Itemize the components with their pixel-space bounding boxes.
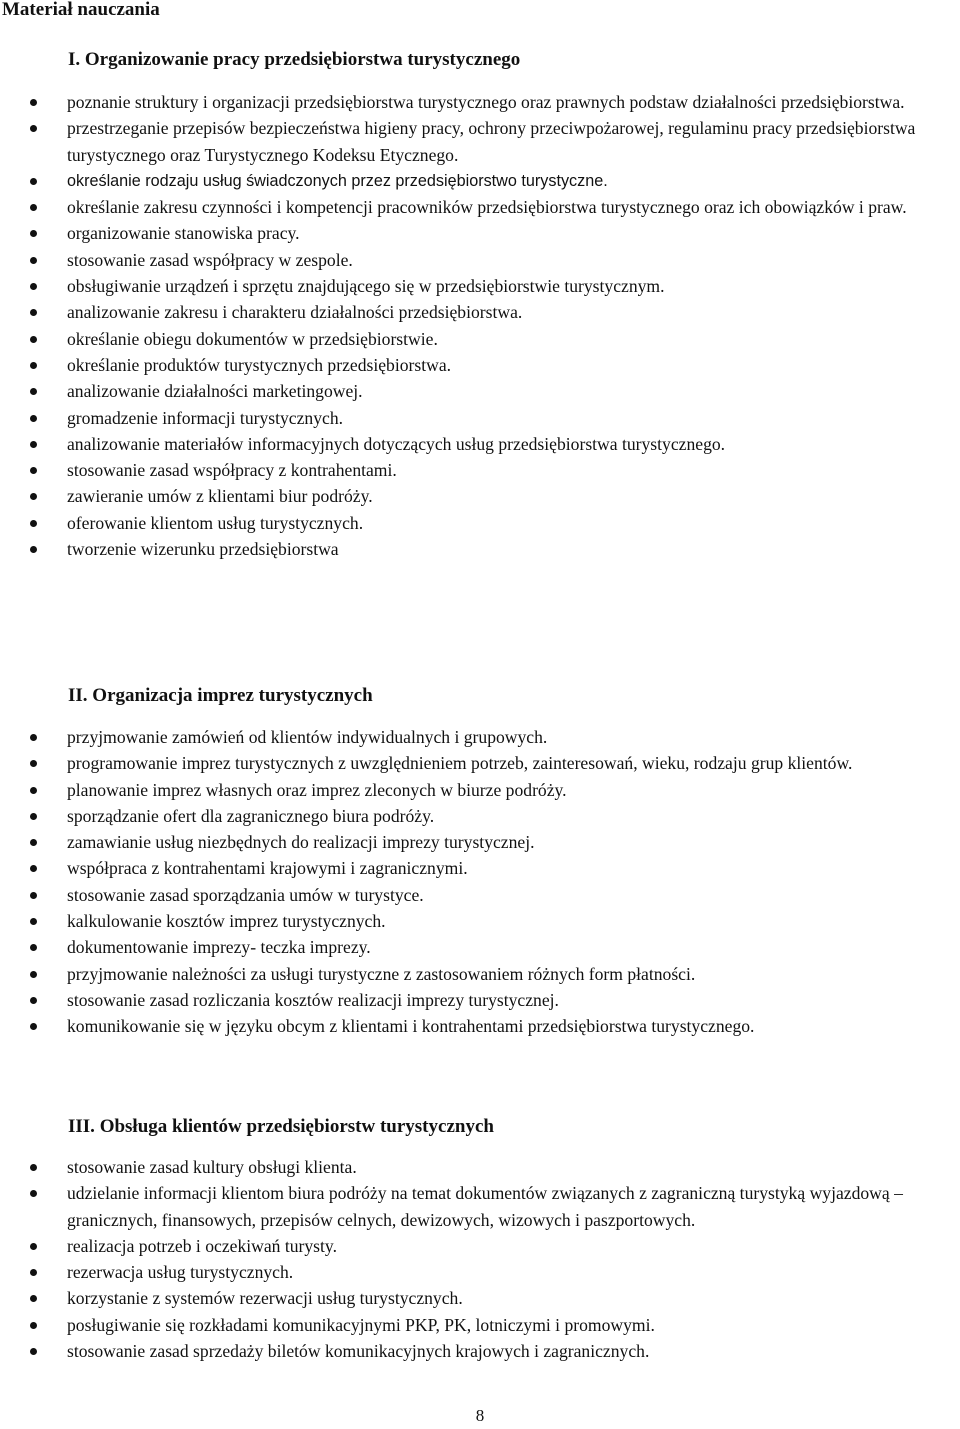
section-1: [0, 48, 960, 562]
section-1-list: [0, 89, 960, 562]
list-item: realizacja potrzeb i oczekiwań turysty.: [0, 1233, 960, 1259]
list-item: zamawianie usług niezbędnych do realizacji imprezy turystycznej.: [0, 829, 960, 855]
list-item: oferowanie klientom usług turystycznych.: [0, 510, 960, 536]
page-number: 8: [475, 1406, 485, 1425]
section-2-title: Organizacja imprez turystycznych: [92, 685, 373, 706]
list-item: posługiwanie się rozkładami komunikacyjnymi PKP, PK, lotniczymi i promowymi.: [0, 1312, 960, 1338]
list-item: rezerwacja usług turystycznych.: [0, 1259, 960, 1285]
list-item: współpraca z kontrahentami krajowymi i zagranicznymi.: [0, 855, 960, 881]
document-title: Materiał nauczania: [2, 0, 160, 20]
list-item: przyjmowanie należności za usługi turystyczne z zastosowaniem różnych form płatności.: [0, 961, 960, 987]
section-2-heading: [68, 684, 960, 708]
list-item: obsługiwanie urządzeń i sprzętu znajdującego się w przedsiębiorstwie turystycznym.: [0, 273, 960, 299]
list-item: tworzenie wizerunku przedsiębiorstwa: [0, 536, 960, 562]
list-item: stosowanie zasad sprzedaży biletów komunikacyjnych krajowych i zagranicznych.: [0, 1338, 960, 1364]
list-item: analizowanie zakresu i charakteru działalności przedsiębiorstwa.: [0, 299, 960, 325]
list-item: analizowanie materiałów informacyjnych dotyczących usług przedsiębiorstwa turystycznego.: [0, 431, 960, 457]
list-item: stosowanie zasad współpracy w zespole.: [0, 247, 960, 273]
list-item: organizowanie stanowiska pracy.: [0, 220, 960, 246]
section-2-list: [0, 724, 960, 1040]
section-3-list: [0, 1154, 960, 1364]
list-item: sporządzanie ofert dla zagranicznego biura podróży.: [0, 803, 960, 829]
list-item: dokumentowanie imprezy- teczka imprezy.: [0, 934, 960, 960]
list-item: korzystanie z systemów rezerwacji usług turystycznych.: [0, 1285, 960, 1311]
list-item: gromadzenie informacji turystycznych.: [0, 405, 960, 431]
section-1-title: Organizowanie pracy przedsiębiorstwa turystycznego: [84, 49, 521, 70]
list-item: zawieranie umów z klientami biur podróży.: [0, 483, 960, 509]
list-item: stosowanie zasad współpracy z kontrahentami.: [0, 457, 960, 483]
list-item: udzielanie informacji klientom biura podróży na temat dokumentów związanych z zagraniczną turystyką wyjazdową – granicznych, finansowych, przepisów celnych, dewizowych, wizowych i paszportowych.: [0, 1180, 960, 1233]
list-item: poznanie struktury i organizacji przedsiębiorstwa turystycznego oraz prawnych podstaw działalności przedsiębiorstwa.: [0, 89, 960, 115]
section-2-number: II.: [68, 685, 88, 706]
list-item: przyjmowanie zamówień od klientów indywidualnych i grupowych.: [0, 724, 960, 750]
section-1-heading: [68, 48, 960, 72]
section-3-number: III.: [68, 1116, 95, 1137]
section-3: [0, 1115, 960, 1364]
section-3-title: Obsługa klientów przedsiębiorstw turystycznych: [99, 1116, 494, 1137]
list-item: komunikowanie się w języku obcym z klientami i kontrahentami przedsiębiorstwa turystycznego.: [0, 1013, 960, 1039]
list-item: stosowanie zasad rozliczania kosztów realizacji imprezy turystycznej.: [0, 987, 960, 1013]
list-item: określanie zakresu czynności i kompetencji pracowników przedsiębiorstwa turystycznego oraz ich obowiązków i praw.: [0, 194, 960, 220]
section-2: [0, 684, 960, 1040]
list-item: kalkulowanie kosztów imprez turystycznych.: [0, 908, 960, 934]
section-3-heading: [68, 1115, 960, 1139]
list-item: stosowanie zasad kultury obsługi klienta.: [0, 1154, 960, 1180]
list-item: stosowanie zasad sporządzania umów w turystyce.: [0, 882, 960, 908]
list-item: przestrzeganie przepisów bezpieczeństwa higieny pracy, ochrony przeciwpożarowej, regulaminu pracy przedsiębiorstwa turystycznego oraz Turystycznego Kodeksu Etycznego.: [0, 115, 960, 168]
section-1-number: I.: [68, 49, 81, 70]
list-item: określanie obiegu dokumentów w przedsiębiorstwie.: [0, 326, 960, 352]
list-item: określanie rodzaju usług świadczonych przez przedsiębiorstwo turystyczne.: [0, 168, 960, 194]
list-item: analizowanie działalności marketingowej.: [0, 378, 960, 404]
list-item: określanie produktów turystycznych przedsiębiorstwa.: [0, 352, 960, 378]
list-item: programowanie imprez turystycznych z uwzględnieniem potrzeb, zainteresowań, wieku, rodzaju grup klientów.: [0, 750, 960, 776]
list-item: planowanie imprez własnych oraz imprez zleconych w biurze podróży.: [0, 777, 960, 803]
